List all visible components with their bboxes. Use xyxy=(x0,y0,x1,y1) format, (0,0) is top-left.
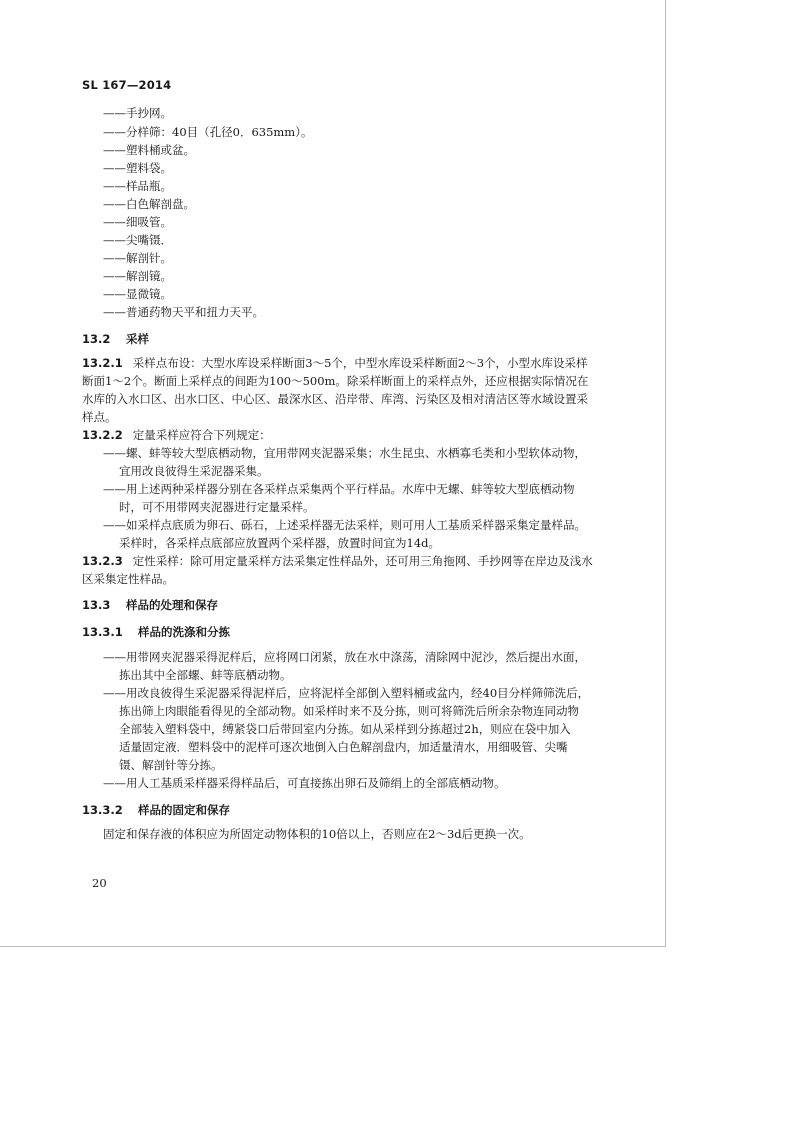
clause-text: ——螺、蚌等较大型底栖动物，宜用带网夹泥器采集；水生昆虫、水栖寡毛类和小型软体动物， xyxy=(103,446,586,460)
clause-list-item xyxy=(103,648,586,684)
section-title: 样品的洗涤和分拣 xyxy=(138,625,230,639)
clause-13-3-2-text xyxy=(103,825,531,843)
clause-text: 固定和保存液的体积应为所固定动物体积的10倍以上，否则应在2～3d后更换一次。 xyxy=(103,827,531,841)
clause-text: 定量采样应符合下列规定： xyxy=(132,428,271,442)
clause-text: 水库的入水口区、出水口区、中心区、最深水区、沿岸带、库湾、污染区及相对清洁区等水域设置采 xyxy=(82,392,588,406)
page-number: 20 xyxy=(92,876,107,890)
clause-text: ——用带网夹泥器采得泥样后，应将网口闭紧，放在水中涤荡，清除网中泥沙，然后提出水面， xyxy=(103,650,586,664)
clause-13-2-3 xyxy=(82,552,593,588)
list-item: ——细吸管。 xyxy=(103,215,172,229)
list-item: ——尖嘴镊． xyxy=(103,233,172,247)
clause-number: 13.2.2 xyxy=(82,428,123,442)
clause-list-item xyxy=(103,480,575,516)
clause-list-item xyxy=(103,444,586,480)
section-title: 采样 xyxy=(126,332,149,346)
list-item: ——解剖针。 xyxy=(103,251,172,265)
list-item: ——显微镜。 xyxy=(103,287,172,301)
list-item: ——塑料袋。 xyxy=(103,161,172,175)
list-item: ——塑料桶或盆。 xyxy=(103,143,195,157)
section-number: 13.3.2 xyxy=(82,803,123,817)
clause-text: 区采集定性样品。 xyxy=(82,572,174,586)
clause-text: ——用人工基质采样器采得样品后，可直接拣出卵石及筛绢上的全部底栖动物。 xyxy=(103,776,506,790)
clause-number: 13.2.1 xyxy=(82,356,123,370)
section-number: 13.3 xyxy=(82,598,111,612)
clause-text: 断面1～2个。断面上采样点的间距为100～500m。除采样断面上的采样点外，还应根据实际情况在 xyxy=(82,374,589,388)
section-title: 样品的处理和保存 xyxy=(126,598,218,612)
clause-text: 镊、解剖针等分拣。 xyxy=(119,758,223,772)
clause-text: 宜用改良彼得生采泥器采集。 xyxy=(119,464,269,478)
clause-13-2-2 xyxy=(82,426,271,444)
clause-list-item xyxy=(103,684,589,774)
list-item: ——普通药物天平和扭力天平。 xyxy=(103,305,264,319)
clause-text: 全部装入塑料袋中，缚紧袋口后带回室内分拣。如从采样到分拣超过2h，则应在袋中加入 xyxy=(119,722,571,736)
clause-list-item xyxy=(103,516,586,552)
subsection-heading xyxy=(82,802,230,818)
clause-text: 适量固定液．塑料袋中的泥样可逐次地倒入白色解剖盘内，加适量清水，用细吸管、尖嘴 xyxy=(119,740,568,754)
section-number: 13.3.1 xyxy=(82,625,123,639)
clause-13-2-1 xyxy=(82,354,588,426)
clause-text: ——用改良彼得生采泥器采得泥样后，应将泥样全部倒入塑料桶或盆内，经40目分样筛筛洗后， xyxy=(103,686,590,700)
clause-text: ——用上述两种采样器分别在各采样点采集两个平行样品。水库中无螺、蚌等较大型底栖动物 xyxy=(103,482,575,496)
section-title: 样品的固定和保存 xyxy=(138,803,230,817)
clause-text: 采样时，各采样点底部应放置两个采样器，放置时间宜为14d。 xyxy=(119,536,440,550)
list-item: ——分样筛：40目（孔径0．635mm）。 xyxy=(103,125,313,139)
standard-code: SL 167—2014 xyxy=(82,78,172,92)
clause-text: 时，可不用带网夹泥器进行定量采样。 xyxy=(119,500,315,514)
clause-text: 定性采样：除可用定量采样方法采集定性样品外，还可用三角拖网、手抄网等在岸边及浅水 xyxy=(132,554,593,568)
list-item: ——样品瓶。 xyxy=(103,179,172,193)
list-item: ——解剖镜。 xyxy=(103,269,172,283)
section-heading xyxy=(82,331,149,347)
list-item: ——手抄网。 xyxy=(103,106,172,120)
clause-text: 拣出其中全部螺、蚌等底栖动物。 xyxy=(119,668,292,682)
clause-text: ——如采样点底质为卵石、砾石，上述采样器无法采样，则可用人工基质采样器采集定量样品。 xyxy=(103,518,586,532)
section-heading xyxy=(82,597,218,613)
section-number: 13.2 xyxy=(82,332,111,346)
clause-text: 样点。 xyxy=(82,410,117,424)
clause-number: 13.2.3 xyxy=(82,554,123,568)
clause-list-item xyxy=(103,774,506,792)
clause-text: 采样点布设：大型水库设采样断面3～5个，中型水库设采样断面2～3个，小型水库设采样 xyxy=(132,356,588,370)
subsection-heading xyxy=(82,624,230,640)
clause-text: 拣出筛上肉眼能看得见的全部动物。如采样时来不及分拣，则可将筛洗后所余杂物连同动物 xyxy=(119,704,579,718)
list-item: ——白色解剖盘。 xyxy=(103,197,195,211)
